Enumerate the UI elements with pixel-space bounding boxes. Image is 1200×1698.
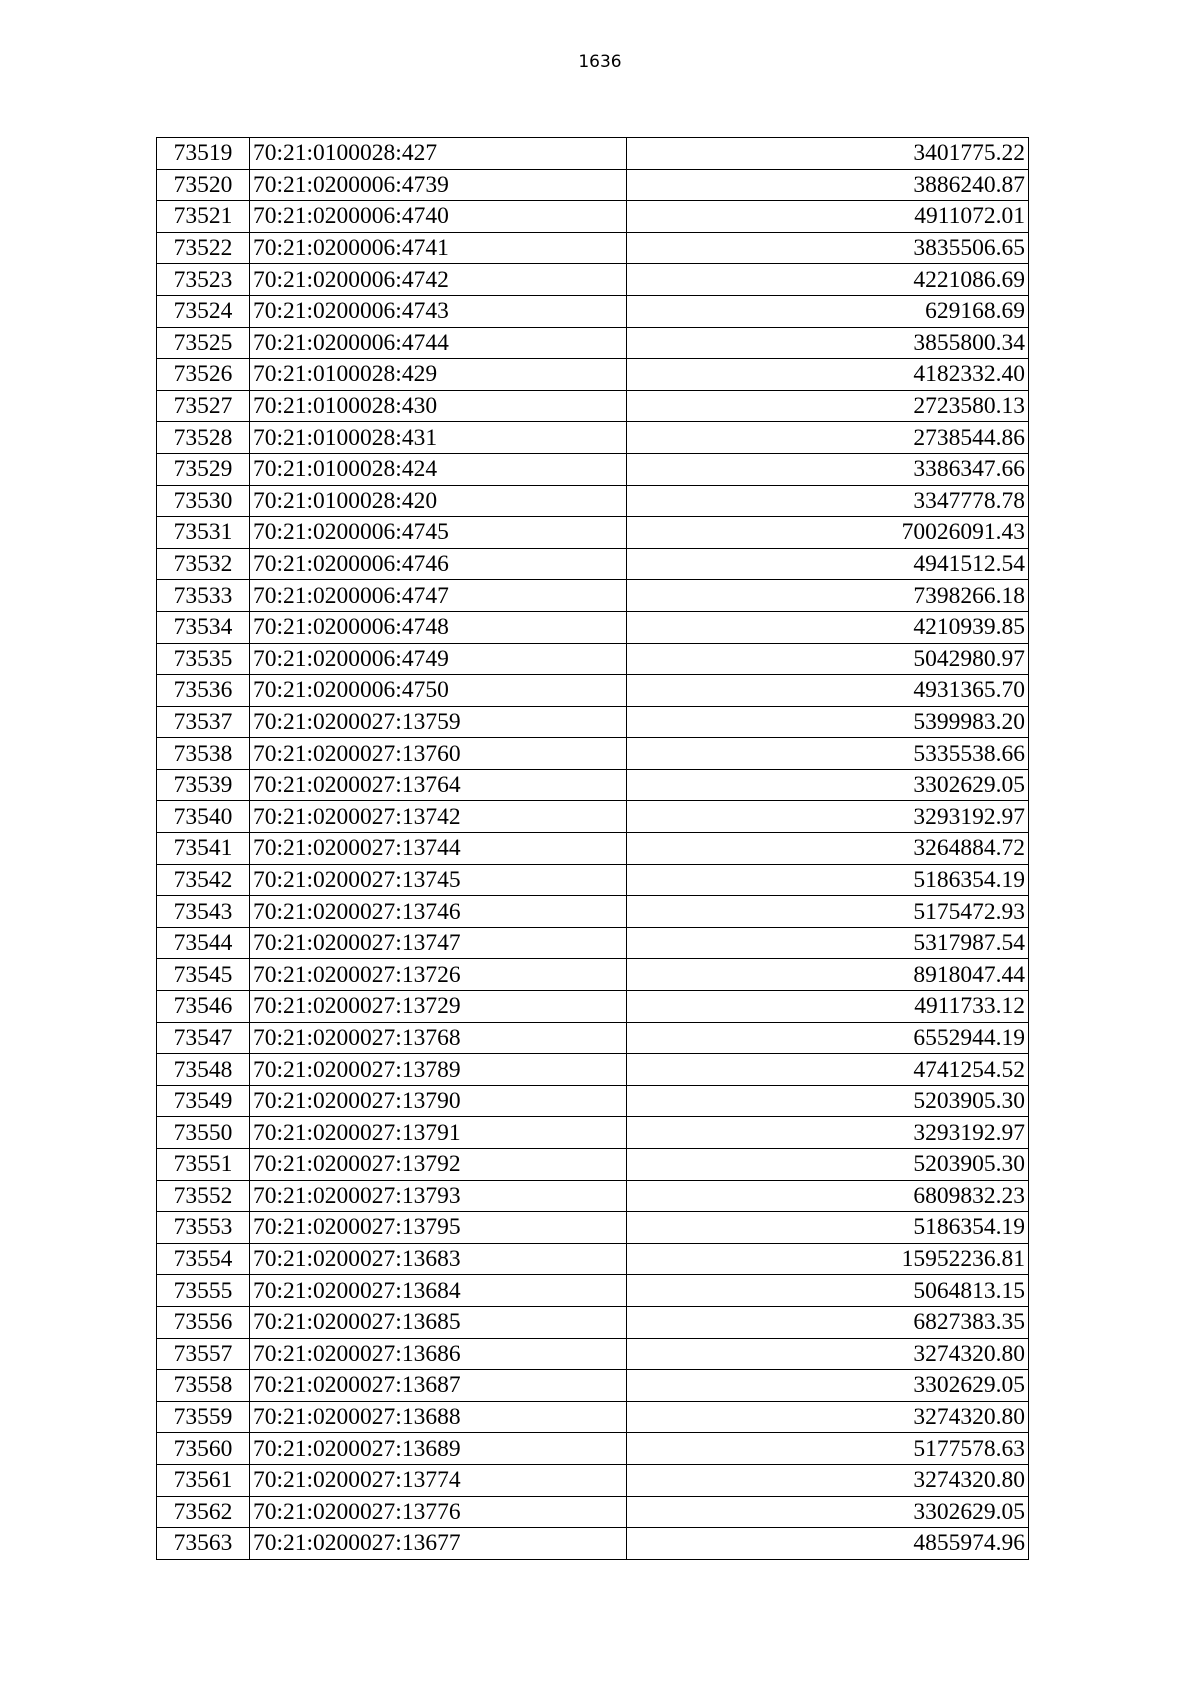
cadastral-number-cell: 70:21:0200027:13688 xyxy=(250,1401,627,1433)
cadastral-number-cell: 70:21:0200027:13793 xyxy=(250,1180,627,1212)
table-row xyxy=(157,327,1029,359)
cadastral-number-cell: 70:21:0200006:4742 xyxy=(250,264,627,296)
row-number-cell: 73550 xyxy=(157,1117,250,1149)
table-row xyxy=(157,1433,1029,1465)
cadastral-number-cell: 70:21:0100028:424 xyxy=(250,453,627,485)
cadastral-number-cell: 70:21:0200027:13687 xyxy=(250,1370,627,1402)
cadastral-value-table xyxy=(156,137,1029,1560)
row-number-cell: 73543 xyxy=(157,896,250,928)
cadastral-number-cell: 70:21:0200006:4745 xyxy=(250,517,627,549)
row-number-cell: 73528 xyxy=(157,422,250,454)
cadastral-number-cell: 70:21:0200027:13744 xyxy=(250,833,627,865)
cadastral-value-cell: 629168.69 xyxy=(627,295,1029,327)
table-row xyxy=(157,1212,1029,1244)
row-number-cell: 73558 xyxy=(157,1370,250,1402)
table-row xyxy=(157,295,1029,327)
cadastral-number-cell: 70:21:0200006:4750 xyxy=(250,675,627,707)
cadastral-number-cell: 70:21:0200027:13774 xyxy=(250,1464,627,1496)
row-number-cell: 73536 xyxy=(157,675,250,707)
table-row xyxy=(157,896,1029,928)
cadastral-number-cell: 70:21:0200027:13791 xyxy=(250,1117,627,1149)
table-row xyxy=(157,138,1029,170)
cadastral-value-cell: 3386347.66 xyxy=(627,453,1029,485)
table-row xyxy=(157,453,1029,485)
table-row xyxy=(157,1149,1029,1181)
table-row xyxy=(157,1180,1029,1212)
row-number-cell: 73538 xyxy=(157,738,250,770)
row-number-cell: 73560 xyxy=(157,1433,250,1465)
cadastral-value-cell: 4741254.52 xyxy=(627,1054,1029,1086)
cadastral-number-cell: 70:21:0200027:13795 xyxy=(250,1212,627,1244)
cadastral-value-cell: 3302629.05 xyxy=(627,1496,1029,1528)
cadastral-number-cell: 70:21:0200006:4744 xyxy=(250,327,627,359)
row-number-cell: 73549 xyxy=(157,1085,250,1117)
cadastral-number-cell: 70:21:0200006:4749 xyxy=(250,643,627,675)
table-body xyxy=(157,138,1029,1560)
cadastral-number-cell: 70:21:0200027:13746 xyxy=(250,896,627,928)
cadastral-value-cell: 5335538.66 xyxy=(627,738,1029,770)
table-row xyxy=(157,422,1029,454)
cadastral-value-cell: 3264884.72 xyxy=(627,833,1029,865)
cadastral-value-cell: 3293192.97 xyxy=(627,801,1029,833)
table-row xyxy=(157,485,1029,517)
page-number: 1636 xyxy=(578,52,622,72)
table-row xyxy=(157,232,1029,264)
table-row xyxy=(157,201,1029,233)
table-row xyxy=(157,517,1029,549)
row-number-cell: 73561 xyxy=(157,1464,250,1496)
cadastral-number-cell: 70:21:0200027:13683 xyxy=(250,1243,627,1275)
row-number-cell: 73529 xyxy=(157,453,250,485)
cadastral-number-cell: 70:21:0200027:13764 xyxy=(250,769,627,801)
table-row xyxy=(157,738,1029,770)
cadastral-value-cell: 8918047.44 xyxy=(627,959,1029,991)
cadastral-value-cell: 5042980.97 xyxy=(627,643,1029,675)
row-number-cell: 73563 xyxy=(157,1528,250,1560)
row-number-cell: 73534 xyxy=(157,611,250,643)
cadastral-value-cell: 5186354.19 xyxy=(627,864,1029,896)
cadastral-value-cell: 4182332.40 xyxy=(627,359,1029,391)
row-number-cell: 73525 xyxy=(157,327,250,359)
cadastral-value-cell: 5317987.54 xyxy=(627,927,1029,959)
cadastral-value-cell: 5186354.19 xyxy=(627,1212,1029,1244)
cadastral-value-cell: 2723580.13 xyxy=(627,390,1029,422)
table-row xyxy=(157,706,1029,738)
row-number-cell: 73544 xyxy=(157,927,250,959)
table-row xyxy=(157,1370,1029,1402)
table-row xyxy=(157,1243,1029,1275)
row-number-cell: 73539 xyxy=(157,769,250,801)
cadastral-value-cell: 5175472.93 xyxy=(627,896,1029,928)
cadastral-value-cell: 3302629.05 xyxy=(627,1370,1029,1402)
row-number-cell: 73556 xyxy=(157,1306,250,1338)
row-number-cell: 73526 xyxy=(157,359,250,391)
row-number-cell: 73532 xyxy=(157,548,250,580)
cadastral-value-cell: 5064813.15 xyxy=(627,1275,1029,1307)
row-number-cell: 73551 xyxy=(157,1149,250,1181)
cadastral-value-cell: 7398266.18 xyxy=(627,580,1029,612)
cadastral-value-cell: 3274320.80 xyxy=(627,1401,1029,1433)
cadastral-number-cell: 70:21:0200006:4748 xyxy=(250,611,627,643)
table-row xyxy=(157,1054,1029,1086)
cadastral-value-cell: 3274320.80 xyxy=(627,1338,1029,1370)
table-row xyxy=(157,1275,1029,1307)
table-row xyxy=(157,959,1029,991)
table-row xyxy=(157,1306,1029,1338)
cadastral-number-cell: 70:21:0200027:13760 xyxy=(250,738,627,770)
table-row xyxy=(157,359,1029,391)
row-number-cell: 73523 xyxy=(157,264,250,296)
cadastral-number-cell: 70:21:0200027:13742 xyxy=(250,801,627,833)
cadastral-number-cell: 70:21:0200027:13729 xyxy=(250,991,627,1023)
cadastral-value-cell: 4210939.85 xyxy=(627,611,1029,643)
cadastral-number-cell: 70:21:0200006:4747 xyxy=(250,580,627,612)
row-number-cell: 73530 xyxy=(157,485,250,517)
table-row xyxy=(157,1464,1029,1496)
row-number-cell: 73545 xyxy=(157,959,250,991)
cadastral-number-cell: 70:21:0200006:4740 xyxy=(250,201,627,233)
row-number-cell: 73522 xyxy=(157,232,250,264)
cadastral-number-cell: 70:21:0200027:13792 xyxy=(250,1149,627,1181)
cadastral-value-cell: 3886240.87 xyxy=(627,169,1029,201)
table-row xyxy=(157,833,1029,865)
row-number-cell: 73562 xyxy=(157,1496,250,1528)
cadastral-number-cell: 70:21:0200027:13677 xyxy=(250,1528,627,1560)
cadastral-value-cell: 3835506.65 xyxy=(627,232,1029,264)
table-row xyxy=(157,580,1029,612)
row-number-cell: 73540 xyxy=(157,801,250,833)
table-row xyxy=(157,801,1029,833)
cadastral-number-cell: 70:21:0200027:13747 xyxy=(250,927,627,959)
cadastral-number-cell: 70:21:0200006:4743 xyxy=(250,295,627,327)
row-number-cell: 73519 xyxy=(157,138,250,170)
cadastral-number-cell: 70:21:0200027:13759 xyxy=(250,706,627,738)
row-number-cell: 73555 xyxy=(157,1275,250,1307)
cadastral-value-cell: 4911733.12 xyxy=(627,991,1029,1023)
row-number-cell: 73542 xyxy=(157,864,250,896)
cadastral-value-cell: 15952236.81 xyxy=(627,1243,1029,1275)
cadastral-value-cell: 4931365.70 xyxy=(627,675,1029,707)
cadastral-number-cell: 70:21:0200027:13789 xyxy=(250,1054,627,1086)
cadastral-number-cell: 70:21:0200006:4741 xyxy=(250,232,627,264)
table-row xyxy=(157,769,1029,801)
table-row xyxy=(157,264,1029,296)
row-number-cell: 73559 xyxy=(157,1401,250,1433)
cadastral-value-cell: 70026091.43 xyxy=(627,517,1029,549)
cadastral-value-cell: 3347778.78 xyxy=(627,485,1029,517)
cadastral-value-cell: 6827383.35 xyxy=(627,1306,1029,1338)
cadastral-value-cell: 6552944.19 xyxy=(627,1022,1029,1054)
cadastral-number-cell: 70:21:0200027:13745 xyxy=(250,864,627,896)
table-row xyxy=(157,864,1029,896)
table-row xyxy=(157,675,1029,707)
cadastral-value-cell: 3302629.05 xyxy=(627,769,1029,801)
table-row xyxy=(157,1085,1029,1117)
cadastral-value-cell: 6809832.23 xyxy=(627,1180,1029,1212)
row-number-cell: 73546 xyxy=(157,991,250,1023)
cadastral-number-cell: 70:21:0200027:13726 xyxy=(250,959,627,991)
cadastral-value-cell: 3274320.80 xyxy=(627,1464,1029,1496)
cadastral-number-cell: 70:21:0200027:13776 xyxy=(250,1496,627,1528)
row-number-cell: 73547 xyxy=(157,1022,250,1054)
cadastral-value-cell: 5203905.30 xyxy=(627,1149,1029,1181)
row-number-cell: 73537 xyxy=(157,706,250,738)
cadastral-value-cell: 3293192.97 xyxy=(627,1117,1029,1149)
table-row xyxy=(157,927,1029,959)
cadastral-number-cell: 70:21:0200006:4739 xyxy=(250,169,627,201)
row-number-cell: 73553 xyxy=(157,1212,250,1244)
cadastral-value-cell: 4221086.69 xyxy=(627,264,1029,296)
cadastral-value-cell: 5203905.30 xyxy=(627,1085,1029,1117)
row-number-cell: 73531 xyxy=(157,517,250,549)
cadastral-value-cell: 3401775.22 xyxy=(627,138,1029,170)
row-number-cell: 73548 xyxy=(157,1054,250,1086)
cadastral-value-cell: 5177578.63 xyxy=(627,1433,1029,1465)
table-row xyxy=(157,1338,1029,1370)
cadastral-number-cell: 70:21:0100028:420 xyxy=(250,485,627,517)
row-number-cell: 73527 xyxy=(157,390,250,422)
table-row xyxy=(157,1117,1029,1149)
table-row xyxy=(157,1528,1029,1560)
row-number-cell: 73521 xyxy=(157,201,250,233)
cadastral-number-cell: 70:21:0200027:13686 xyxy=(250,1338,627,1370)
cadastral-number-cell: 70:21:0100028:430 xyxy=(250,390,627,422)
table-row xyxy=(157,1496,1029,1528)
cadastral-value-cell: 4911072.01 xyxy=(627,201,1029,233)
cadastral-value-cell: 5399983.20 xyxy=(627,706,1029,738)
cadastral-number-cell: 70:21:0200027:13790 xyxy=(250,1085,627,1117)
cadastral-value-cell: 3855800.34 xyxy=(627,327,1029,359)
cadastral-number-cell: 70:21:0100028:429 xyxy=(250,359,627,391)
cadastral-number-cell: 70:21:0100028:431 xyxy=(250,422,627,454)
row-number-cell: 73552 xyxy=(157,1180,250,1212)
row-number-cell: 73520 xyxy=(157,169,250,201)
table-row xyxy=(157,390,1029,422)
table-row xyxy=(157,1022,1029,1054)
cadastral-value-cell: 4941512.54 xyxy=(627,548,1029,580)
table-row xyxy=(157,548,1029,580)
cadastral-value-cell: 2738544.86 xyxy=(627,422,1029,454)
cadastral-number-cell: 70:21:0200027:13685 xyxy=(250,1306,627,1338)
cadastral-value-cell: 4855974.96 xyxy=(627,1528,1029,1560)
table-row xyxy=(157,991,1029,1023)
row-number-cell: 73535 xyxy=(157,643,250,675)
row-number-cell: 73541 xyxy=(157,833,250,865)
table-row xyxy=(157,611,1029,643)
table-row xyxy=(157,643,1029,675)
row-number-cell: 73557 xyxy=(157,1338,250,1370)
row-number-cell: 73524 xyxy=(157,295,250,327)
cadastral-number-cell: 70:21:0200006:4746 xyxy=(250,548,627,580)
cadastral-number-cell: 70:21:0100028:427 xyxy=(250,138,627,170)
row-number-cell: 73533 xyxy=(157,580,250,612)
table-row xyxy=(157,1401,1029,1433)
cadastral-number-cell: 70:21:0200027:13689 xyxy=(250,1433,627,1465)
row-number-cell: 73554 xyxy=(157,1243,250,1275)
cadastral-number-cell: 70:21:0200027:13684 xyxy=(250,1275,627,1307)
cadastral-number-cell: 70:21:0200027:13768 xyxy=(250,1022,627,1054)
table-row xyxy=(157,169,1029,201)
